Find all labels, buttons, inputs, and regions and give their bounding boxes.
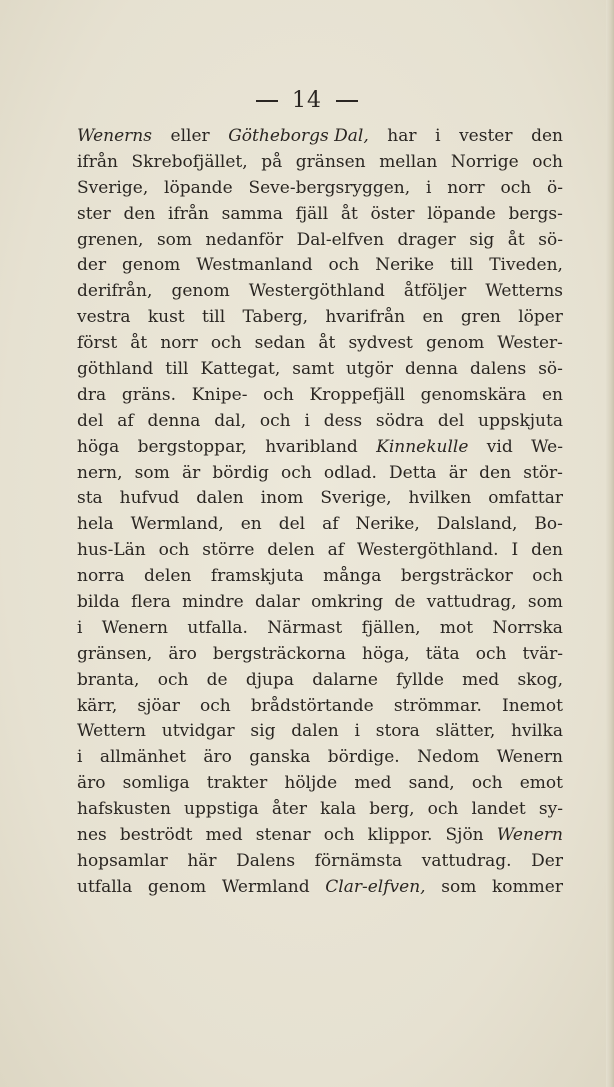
word: på: [261, 151, 283, 172]
word: förnämsta: [314, 850, 403, 871]
word: beströdt: [119, 825, 193, 846]
word: äro: [168, 643, 197, 664]
word: emot: [519, 773, 563, 794]
word: vestra: [77, 307, 131, 328]
word: Sverige,: [320, 488, 392, 509]
word: trakter: [206, 773, 268, 794]
word: fyllde: [396, 669, 444, 690]
word: skog,: [517, 669, 563, 690]
word: grenen,: [77, 229, 144, 250]
word: södra: [375, 410, 425, 431]
word: Taberg,: [242, 307, 308, 328]
word: och: [427, 799, 459, 820]
word: Norrige: [450, 151, 519, 172]
word: som: [156, 229, 193, 250]
word: Wetterns: [485, 281, 563, 302]
word: och: [281, 462, 312, 483]
word: flera: [131, 592, 171, 613]
word: och: [532, 151, 563, 172]
word: och: [263, 384, 294, 405]
word: som: [134, 462, 170, 483]
word: i: [425, 177, 432, 198]
word: slätter,: [435, 721, 496, 742]
word: en: [240, 514, 262, 535]
text-line: [77, 228, 563, 254]
word: stör-: [523, 462, 563, 483]
word: sö-: [538, 359, 563, 380]
word: till: [165, 359, 189, 380]
word: Seve-bergsryggen,: [248, 177, 411, 198]
word: utfalla: [77, 876, 133, 897]
text-line: [77, 461, 563, 487]
word: vattudrag.: [421, 850, 512, 871]
word: Bo-: [534, 514, 563, 535]
word: brådstörtande: [250, 695, 374, 716]
word: dalarne: [312, 669, 378, 690]
word-italic: Götheborgs Dal,: [228, 126, 369, 146]
word: många: [323, 566, 382, 587]
word: kommer: [492, 876, 563, 897]
word: löper: [518, 307, 563, 328]
word: hvilka: [511, 721, 563, 742]
word: dal,: [214, 410, 247, 431]
word: bergsträckor: [400, 566, 513, 587]
word: bördige.: [327, 747, 400, 768]
word: äro: [77, 773, 106, 794]
word: delen: [267, 540, 315, 561]
word: hela: [77, 514, 114, 535]
word: berg,: [369, 799, 415, 820]
word-italic: Clar-elfven,: [325, 876, 426, 897]
word: eller: [170, 126, 210, 146]
word: nern,: [77, 462, 123, 483]
word: hafskusten: [77, 799, 171, 820]
word: drager: [397, 229, 456, 250]
word: Knipe-: [191, 384, 248, 405]
word: Wettern: [77, 721, 146, 742]
text-line: [77, 176, 563, 202]
word: utfalla.: [187, 617, 248, 638]
word: Detta: [389, 462, 437, 483]
word: och: [323, 825, 355, 846]
text-line: [77, 668, 563, 694]
word: den: [123, 203, 156, 224]
word: löpande: [164, 177, 233, 198]
word: gränsen: [295, 151, 366, 172]
word: Nedom: [417, 747, 480, 768]
word: gränsen,: [77, 643, 153, 664]
word: Inemot: [502, 695, 563, 716]
word: af: [117, 410, 134, 431]
word: med: [354, 773, 392, 794]
word: vester: [459, 126, 513, 146]
page-edge: [606, 0, 614, 1087]
word: i: [354, 721, 360, 742]
word: de: [394, 592, 416, 613]
text-line: [77, 694, 563, 720]
word: bilda: [77, 592, 120, 613]
word: åt: [318, 333, 336, 354]
word: och: [471, 773, 503, 794]
word: den: [531, 126, 563, 146]
word: löpande: [427, 203, 496, 224]
text-line: [77, 305, 563, 331]
word: täta: [425, 643, 460, 664]
word: genom: [147, 876, 207, 897]
word: Tiveden,: [489, 255, 563, 276]
header-dash-right: [336, 100, 358, 102]
word: stenar: [255, 825, 311, 846]
word: gren: [460, 307, 501, 328]
word: genom: [171, 281, 230, 302]
word: nes: [77, 825, 107, 846]
word: är: [181, 462, 201, 483]
word: landet: [471, 799, 526, 820]
word: norr: [160, 333, 198, 354]
word: Nerike,: [355, 514, 420, 535]
word: norra: [77, 566, 125, 587]
text-line: [77, 616, 563, 642]
word: hopsamlar: [77, 850, 168, 871]
word: Wenern: [496, 747, 563, 768]
word: öster: [370, 203, 415, 224]
text-line: [77, 512, 563, 538]
word: branta,: [77, 669, 140, 690]
word: höljde: [284, 773, 338, 794]
word: till: [450, 255, 474, 276]
word: sig: [250, 721, 276, 742]
word: kärr,: [77, 695, 118, 716]
word: denna: [405, 359, 459, 380]
text-line: [77, 564, 563, 590]
word: en: [422, 307, 444, 328]
word: sand,: [408, 773, 455, 794]
word: utvidgar: [161, 721, 235, 742]
text-line: [77, 124, 563, 150]
word: dalar: [255, 592, 300, 613]
word: dalen: [196, 488, 244, 509]
word: Skrebofjället,: [131, 151, 248, 172]
word: Närmast: [267, 617, 343, 638]
word: Der: [531, 850, 563, 871]
word: klippor.: [367, 825, 433, 846]
word: mellan: [379, 151, 438, 172]
word: del: [437, 410, 465, 431]
word: Kroppefjäll: [309, 384, 405, 405]
text-line: [77, 590, 563, 616]
word: en: [541, 384, 563, 405]
word: i: [77, 617, 83, 638]
text-line: [77, 486, 563, 512]
word: de: [206, 669, 228, 690]
word: norr: [447, 177, 485, 198]
text-line: [77, 823, 563, 849]
word: dra: [77, 384, 107, 405]
word: som: [527, 592, 563, 613]
word: och: [157, 669, 189, 690]
word: delen: [144, 566, 192, 587]
word: denna: [147, 410, 201, 431]
text-line: [77, 202, 563, 228]
word: hufvud: [119, 488, 180, 509]
word: fjäll: [295, 203, 329, 224]
text-line: [77, 745, 563, 771]
word: till: [201, 307, 226, 328]
word: och: [200, 695, 231, 716]
word-italic: Kinnekulle: [376, 436, 469, 457]
word: omfattar: [488, 488, 563, 509]
word: Dalsland,: [436, 514, 518, 535]
word: och: [475, 643, 507, 664]
word: derifrån,: [77, 281, 153, 302]
word: och: [259, 410, 291, 431]
word: Wester-: [497, 333, 563, 354]
word: har: [387, 126, 417, 146]
word: allmänhet: [99, 747, 186, 768]
word: kust: [147, 307, 185, 328]
word: Nerike: [375, 255, 435, 276]
word: tvär-: [522, 643, 563, 664]
text-line: [77, 435, 563, 461]
word: Sjön: [445, 825, 484, 846]
word: samt: [292, 359, 335, 380]
text-line: [77, 383, 563, 409]
word: odlad.: [323, 462, 377, 483]
word: Wenern: [101, 617, 168, 638]
word: hvaribland: [265, 436, 358, 457]
word: hvilken: [408, 488, 472, 509]
word: sta: [77, 488, 103, 509]
body-text: [77, 124, 563, 901]
word: uppstiga: [184, 799, 259, 820]
text-line: [77, 253, 563, 279]
word: ganska: [249, 747, 311, 768]
word: sjöar: [137, 695, 180, 716]
text-line: [77, 279, 563, 305]
word: göthland: [77, 359, 154, 380]
word: den: [479, 462, 512, 483]
text-line: [77, 357, 563, 383]
word: fjällen,: [361, 617, 421, 638]
text-line: [77, 150, 563, 176]
word: med: [205, 825, 243, 846]
word: hvarifrån: [325, 307, 406, 328]
word: först: [77, 333, 118, 354]
word: dalen: [291, 721, 339, 742]
word: sig: [469, 229, 495, 250]
word: Westergöthland.: [356, 540, 499, 561]
word: uppskjuta: [478, 410, 563, 431]
word: höga: [77, 436, 120, 457]
word: åt: [507, 229, 525, 250]
word: Sverige,: [77, 177, 149, 198]
word: äro: [203, 747, 232, 768]
word: och: [210, 333, 242, 354]
word: del: [77, 410, 104, 431]
word: Westmanland: [196, 255, 313, 276]
word: nedanför: [205, 229, 284, 250]
word: som: [441, 876, 477, 897]
word: åter: [271, 799, 307, 820]
text-line: [77, 719, 563, 745]
word: sö-: [538, 229, 563, 250]
word: bergsträckorna: [212, 643, 346, 664]
word: kala: [320, 799, 357, 820]
word: genomskära: [420, 384, 527, 405]
word: hus-Län: [77, 540, 146, 561]
word: större: [202, 540, 255, 561]
word: inom: [260, 488, 304, 509]
word-italic: Wenern: [496, 825, 563, 846]
word: i: [77, 747, 83, 768]
text-line: [77, 797, 563, 823]
text-line: [77, 409, 563, 435]
word: bördig: [212, 462, 269, 483]
page-number: 14: [292, 88, 322, 113]
word: höga,: [362, 643, 410, 664]
word: sy-: [538, 799, 563, 820]
word: ster: [77, 203, 111, 224]
word: Norrska: [492, 617, 563, 638]
text-line: [77, 875, 563, 901]
word: Kattegat,: [200, 359, 281, 380]
word: Dalens: [236, 850, 296, 871]
word: af: [322, 514, 339, 535]
word: och: [158, 540, 190, 561]
text-line: [77, 849, 563, 875]
word: framskjuta: [210, 566, 304, 587]
word: sydvest: [348, 333, 413, 354]
word: ifrån: [77, 151, 118, 172]
page-header: [0, 88, 614, 113]
word: och: [532, 566, 563, 587]
word: genom: [425, 333, 485, 354]
word: stora: [375, 721, 420, 742]
word: i: [304, 410, 310, 431]
word: djupa: [245, 669, 294, 690]
word: åt: [130, 333, 148, 354]
word: somliga: [122, 773, 190, 794]
word: del: [278, 514, 306, 535]
word: är: [448, 462, 467, 483]
word: vattudrag,: [426, 592, 517, 613]
word: vid: [486, 436, 513, 457]
word: här: [187, 850, 217, 871]
word: mot: [439, 617, 474, 638]
word: och: [328, 255, 360, 276]
text-line: [77, 331, 563, 357]
word: We-: [531, 436, 563, 457]
word: I: [511, 540, 519, 561]
word: dalens: [470, 359, 527, 380]
word: Westergöthland: [248, 281, 385, 302]
word: utgör: [346, 359, 394, 380]
word: strömmar.: [393, 695, 482, 716]
word: ö-: [547, 177, 563, 198]
word: Wermland,: [130, 514, 224, 535]
header-dash-left: [256, 100, 278, 102]
word: med: [462, 669, 500, 690]
word: mindre: [182, 592, 244, 613]
text-line: [77, 538, 563, 564]
word: ifrån: [168, 203, 209, 224]
word: i: [435, 126, 441, 146]
word: omkring: [311, 592, 384, 613]
word: den: [531, 540, 563, 561]
word: åtföljer: [403, 281, 467, 302]
word: genom: [122, 255, 181, 276]
word: der: [77, 255, 107, 276]
word: dess: [323, 410, 363, 431]
text-line: [77, 642, 563, 668]
word-italic: Wenerns: [77, 126, 152, 146]
word: af: [327, 540, 345, 561]
word: åt: [340, 203, 358, 224]
text-line: [77, 771, 563, 797]
word: bergstoppar,: [137, 436, 247, 457]
word: Dal-elfven: [296, 229, 385, 250]
word: samma: [221, 203, 283, 224]
word: och: [500, 177, 532, 198]
word: sedan: [254, 333, 306, 354]
word: Wermland: [221, 876, 310, 897]
word: gräns.: [121, 384, 177, 405]
word: bergs-: [508, 203, 563, 224]
